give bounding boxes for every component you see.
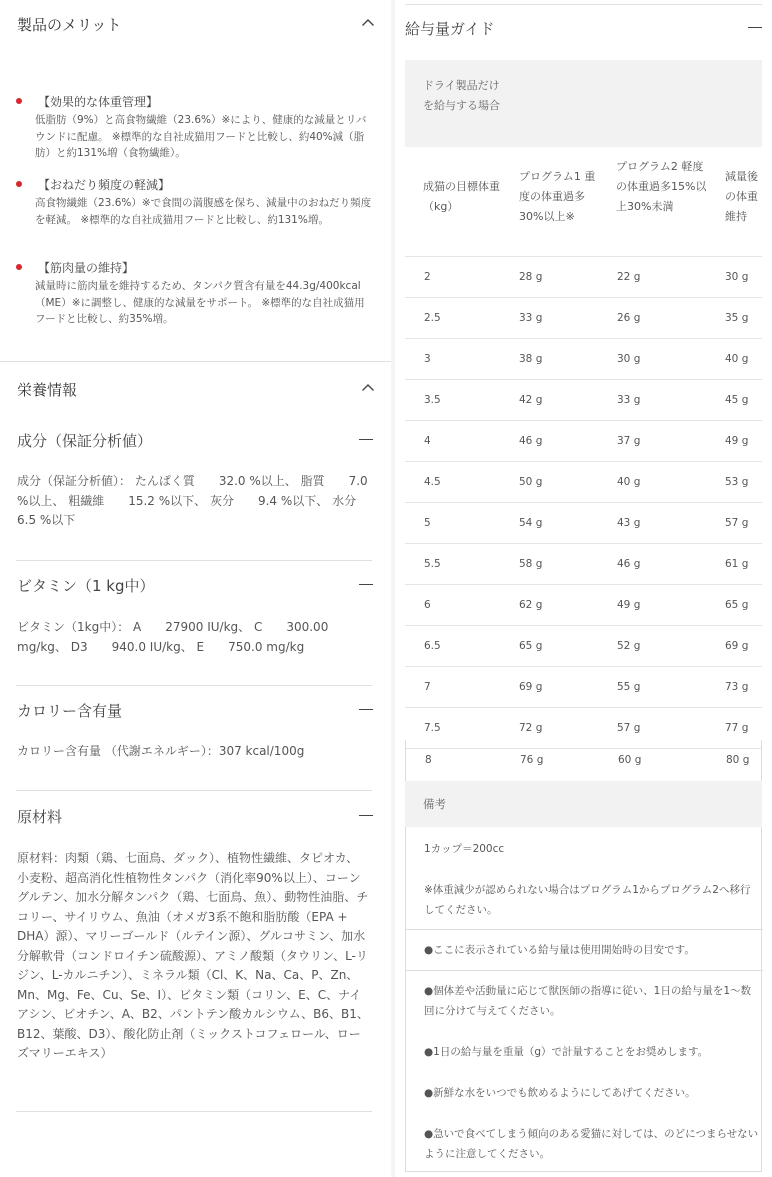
right-column [395, 0, 772, 1177]
feeding-guide-title[interactable]: 給与量ガイド [405, 20, 495, 38]
table-row: 2.5 33 g 26 g 35 g [405, 298, 762, 339]
table-row: 7.5 72 g 57 g 77 g [405, 708, 762, 749]
section-divider [405, 4, 762, 5]
table-row: 4 46 g 37 g 49 g [405, 421, 762, 462]
collapse-minus-icon[interactable] [748, 21, 762, 35]
note-divider [406, 970, 763, 971]
note-divider [406, 929, 763, 930]
analysis-text: 成分（保証分析値）： たんぱく質 32.0 %以上、 脂質 7.0 %以上、 粗繊維 15.2 %以下、 灰分 9.4 %以下、 水分 6.5 %以下 [17, 474, 381, 527]
note-item: 1カップ＝200cc [424, 843, 505, 855]
table-row: 5 54 g 43 g 57 g [405, 503, 762, 544]
section-divider [16, 560, 372, 561]
notes-box [405, 827, 762, 1172]
section-divider [16, 1111, 372, 1112]
column-header: プログラム2 軽度の体重過多15%以上30%未満 [616, 160, 707, 213]
merit-title: 【効果的な体重管理】 [38, 95, 159, 109]
collapse-minus-icon[interactable] [359, 578, 373, 592]
merit-body: 高食物繊維（23.6%）※で食間の満腹感を保ち、減量中のおねだり頻度を軽減。 ※標準的な自社成猫用フードと比較し、約131%増。 [35, 197, 372, 226]
table-row: 2 28 g 22 g 30 g [405, 257, 762, 298]
vitamin-text: ビタミン（1kg中）： A 27900 IU/kg、 C 300.00 mg/kg、 D3 940.0 IU/kg、 E 750.0 mg/kg [17, 620, 329, 654]
collapse-minus-icon[interactable] [359, 703, 373, 717]
bullet-icon [16, 264, 22, 270]
table-row: 5.5 58 g 46 g 61 g [405, 544, 762, 585]
merit-body: 低脂肪（9%）と高食物繊維（23.6%）※により、健康的な減量とリバウンドに配慮。 ※標準的な自社成猫用フードと比較し、約40%減（脂肪）と約131%増（食物繊維）。 [35, 114, 367, 159]
merit-item [16, 259, 371, 329]
table-row: 6 62 g 49 g 65 g [405, 585, 762, 626]
merit-title: 【筋肉量の維持】 [38, 261, 135, 275]
chevron-up-icon[interactable] [361, 16, 375, 30]
table-header-row [405, 147, 762, 257]
table-row: 6.5 65 g 52 g 69 g [405, 626, 762, 667]
calorie-text: カロリー含有量 （代謝エネルギー）：307 kcal/100g [17, 744, 305, 758]
merits-title: 製品のメリット [17, 16, 122, 34]
nutrition-title: 栄養情報 [17, 381, 78, 399]
table-row: 8 76 g 60 g 80 g [405, 740, 762, 781]
table-row: 3.5 42 g 33 g 45 g [405, 380, 762, 421]
collapse-minus-icon[interactable] [359, 433, 373, 447]
column-header: プログラム1 重度の体重過多30%以上※ [519, 170, 596, 223]
ingredients-text: 原材料：肉類（鶏、七面鳥、ダック）、植物性繊維、タピオカ、小麦粉、超高消化性植物性タンパク（消化率90%以上）、コーングルテン、加水分解タンパク（鶏、七面鳥、魚）、動物性油脂、チコリー、サイリウム、魚油（オメガ3系不飽和脂肪酸（EPA + DHA）源）、マリーゴールド（ルテイン源）、グルコサミン、加水分解軟骨（コンドロイチン硫酸源）、アミノ酸類（タウリン、L-リジン、L-カルニチン）、ミネラル類（Cl、K、Na、Ca、P、Zn、Mn、Mg、Fe、Cu、Se、I）、ビタミン類（コリン、E、C、ナイアシン、ビオチン、A、B2、パントテン酸カルシウム、B6、B1、B12、葉酸、D3）、酸化防止剤（ミックストコフェロール、ローズマリーエキス） [17, 851, 369, 1060]
note-item: ●新鮮な水をいつでも飲めるようにしてあげてください。 [424, 1087, 696, 1099]
collapse-minus-icon[interactable] [359, 809, 373, 823]
nutrition-header[interactable] [0, 362, 391, 414]
analysis-title[interactable]: 成分（保証分析値） [17, 432, 153, 450]
dry-product-header: ドライ製品だけを給与する場合 [405, 60, 762, 147]
note-item: ●1日の給与量を重量（g）で計量することをお奨めします。 [424, 1046, 709, 1058]
ingredients-title[interactable]: 原材料 [17, 808, 63, 826]
merit-title: 【おねだり頻度の軽減】 [38, 178, 171, 192]
column-header: 減量後の体重維持 [725, 170, 758, 223]
bullet-icon [16, 98, 22, 104]
table-row: 7 69 g 55 g 73 g [405, 667, 762, 708]
section-divider [16, 685, 372, 686]
table-row: 3 38 g 30 g 40 g [405, 339, 762, 380]
merit-item [16, 93, 371, 163]
merits-header[interactable] [0, 0, 391, 52]
notes-header: 備考 [405, 781, 762, 827]
merit-item [16, 176, 371, 246]
note-item: ●急いで食べてしまう傾向のある愛猫に対しては、のどにつまらせないように注意してください。 [424, 1128, 759, 1160]
column-header: 成猫の目標体重（kg） [423, 180, 500, 213]
merit-body: 減量時に筋肉量を維持するため、タンパク質含有量を44.3g/400kcal（ME）※に調整し、健康的な減量をサポート。 ※標準的な自社成猫用フードと比較し、約35%増。 [35, 280, 365, 325]
note-item: ※体重減少が認められない場合はプログラム1からプログラム2へ移行してください。 [424, 884, 751, 916]
note-item: ●ここに表示されている給与量は使用開始時の目安です。 [424, 944, 695, 956]
calorie-title[interactable]: カロリー含有量 [17, 702, 123, 720]
section-divider [16, 790, 372, 791]
bullet-icon [16, 181, 22, 187]
table-row: 4.5 50 g 40 g 53 g [405, 462, 762, 503]
vitamin-title[interactable]: ビタミン（1 kg中） [17, 577, 155, 595]
note-item: ●個体差や活動量に応じて獣医師の指導に従い、1日の給与量を1〜数回に分けて与えてください。 [424, 985, 752, 1017]
chevron-up-icon[interactable] [361, 381, 375, 395]
